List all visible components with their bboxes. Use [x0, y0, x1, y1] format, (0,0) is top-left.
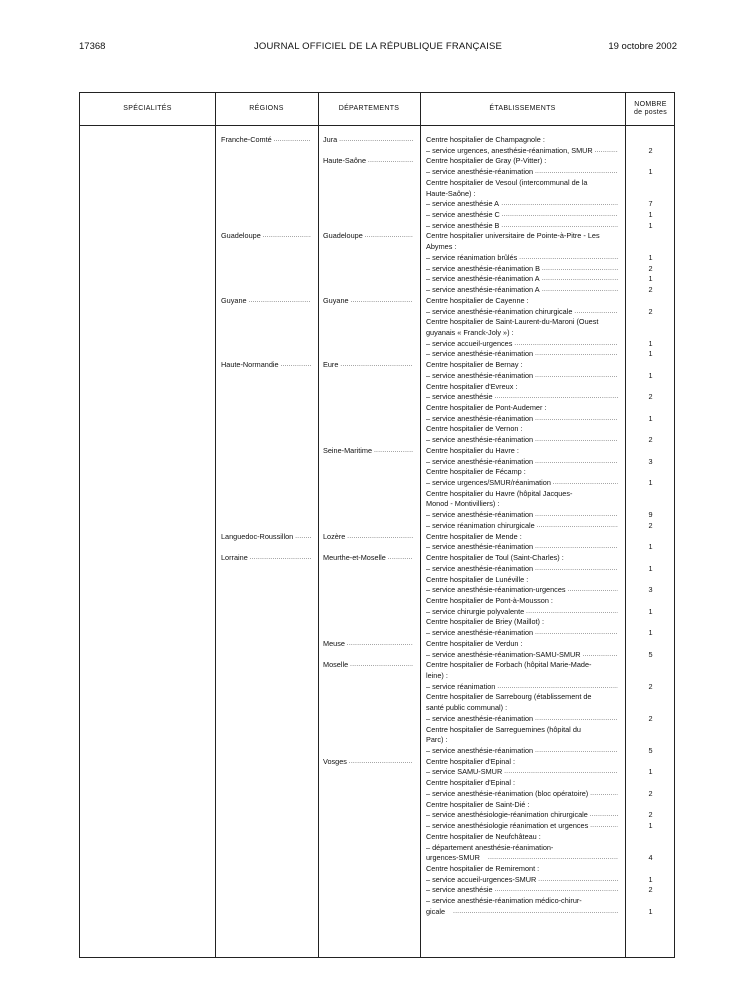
table-row	[80, 714, 676, 724]
nombre-postes-cell: 1	[648, 338, 653, 348]
region-cell: Lorraine	[221, 553, 248, 563]
table-row	[80, 499, 676, 509]
etablissement-cell: Centre hospitalier de Sarreguemines (hôpital du	[426, 724, 581, 734]
departement-cell: Meuse	[323, 638, 345, 648]
dot-leader	[535, 371, 618, 381]
nombre-postes-cell: 1	[648, 821, 653, 831]
dot-leader	[495, 392, 618, 402]
table-row	[80, 403, 676, 413]
dot-leader	[542, 264, 618, 274]
dot-leader	[488, 853, 618, 863]
departement-cell: Vosges	[323, 756, 347, 766]
etablissement-cell: Centre hospitalier de Saint-Dié :	[426, 799, 530, 809]
table-row	[80, 274, 676, 284]
table-row	[80, 628, 676, 638]
table-row	[80, 671, 676, 681]
table-row	[80, 349, 676, 359]
etablissement-cell: urgences-SMUR	[426, 853, 480, 863]
etablissement-cell: Centre hospitalier d'Epinal :	[426, 778, 516, 788]
table-row	[80, 178, 676, 188]
dot-leader	[502, 210, 618, 220]
nombre-postes-cell: 2	[648, 520, 653, 530]
etablissement-cell: Centre hospitalier de Vesoul (intercommunal de la	[426, 177, 588, 187]
etablissement-cell: Centre hospitalier d'Epinal :	[426, 756, 516, 766]
nombre-postes-cell: 7	[648, 199, 653, 209]
table-row	[80, 210, 676, 220]
dot-leader	[535, 542, 618, 552]
etablissement-cell: – service chirurgie polyvalente	[426, 606, 525, 616]
column-header-etablissements: ÉTABLISSEMENTS	[489, 105, 556, 112]
etablissement-cell: Centre hospitalier de Pont-à-Mousson :	[426, 595, 553, 605]
column-header-regions: RÉGIONS	[249, 105, 284, 112]
table-row	[80, 339, 676, 349]
etablissement-cell: Centre hospitalier de Forbach (hôpital Marie-Made-	[426, 660, 592, 670]
nombre-postes-cell: 2	[648, 435, 653, 445]
table-row	[80, 489, 676, 499]
etablissement-cell: – service anesthésie	[426, 392, 493, 402]
dot-leader	[542, 285, 618, 295]
table-row	[80, 564, 676, 574]
nombre-postes-cell: 1	[648, 563, 653, 573]
table-row	[80, 167, 676, 177]
dot-leader	[249, 296, 311, 306]
dot-leader	[339, 135, 413, 145]
etablissement-cell: Centre hospitalier de Neufchâteau :	[426, 831, 541, 841]
etablissement-cell: – service anesthésie-réanimation B	[426, 263, 540, 273]
dot-leader	[526, 607, 618, 617]
dot-leader	[349, 757, 413, 767]
etablissement-cell: Centre hospitalier de Briey (Maillot) :	[426, 617, 545, 627]
departement-cell: Seine-Maritime	[323, 445, 373, 455]
table-row	[80, 135, 676, 145]
dot-leader	[535, 349, 618, 359]
etablissement-cell: Parc) :	[426, 735, 448, 745]
nombre-postes-cell: 1	[648, 906, 653, 916]
table-row	[80, 521, 676, 531]
nombre-postes-cell: 2	[648, 681, 653, 691]
table-row	[80, 467, 676, 477]
etablissement-cell: santé public communal) :	[426, 703, 508, 713]
region-cell: Guadeloupe	[221, 231, 261, 241]
table-row	[80, 885, 676, 895]
etablissement-cell: Centre hospitalier de Champagnole :	[426, 135, 545, 144]
etablissement-cell: – service anesthésie-réanimation médico-chirur-	[426, 896, 582, 906]
table-row	[80, 435, 676, 445]
table-row	[80, 414, 676, 424]
dot-leader	[501, 199, 618, 209]
table-row	[80, 832, 676, 842]
etablissement-cell: – service réanimation chirurgicale	[426, 520, 535, 530]
etablissement-cell: Centre hospitalier de Mende :	[426, 531, 522, 541]
table-row	[80, 575, 676, 585]
nombre-postes-cell: 1	[648, 606, 653, 616]
etablissement-cell: – service anesthésie-réanimation	[426, 435, 534, 445]
table-row	[80, 650, 676, 660]
table-row	[80, 585, 676, 595]
departement-cell: Meurthe-et-Moselle	[323, 553, 386, 563]
table-row	[80, 682, 676, 692]
table-row	[80, 510, 676, 520]
dot-leader	[538, 875, 618, 885]
nombre-postes-cell: 1	[648, 542, 653, 552]
table-row	[80, 617, 676, 627]
page-header	[79, 41, 677, 55]
dot-leader	[340, 360, 413, 370]
table-row	[80, 446, 676, 456]
etablissement-cell: – service anesthésie-réanimation	[426, 456, 534, 466]
etablissement-cell: Centre hospitalier du Havre :	[426, 445, 519, 455]
nombre-postes-cell: 1	[648, 349, 653, 359]
dot-leader	[553, 478, 618, 488]
etablissement-cell: Centre hospitalier de Saint-Laurent-du-Maroni (Ouest	[426, 317, 599, 327]
etablissement-cell: – service anesthésie-réanimation A	[426, 285, 540, 295]
nombre-postes-cell: 3	[648, 456, 653, 466]
dot-leader	[535, 714, 618, 724]
etablissement-cell: – service anesthésie-réanimation A	[426, 274, 540, 284]
etablissement-cell: – service anesthésie-réanimation	[426, 413, 534, 423]
nombre-postes-cell: 9	[648, 510, 653, 520]
etablissement-cell: – service anesthésiologie réanimation et urgences	[426, 821, 589, 831]
etablissement-cell: – service anesthésie-réanimation	[426, 628, 534, 638]
etablissement-cell: – service anesthésie-réanimation	[426, 563, 534, 573]
table-row	[80, 392, 676, 402]
etablissement-cell: – service urgences/SMUR/réanimation	[426, 478, 551, 488]
column-header-departements: DÉPARTEMENTS	[338, 105, 400, 112]
table-row	[80, 532, 676, 542]
table-row	[80, 810, 676, 820]
etablissement-cell: Centre hospitalier universitaire de Pointe-à-Pitre - Les	[426, 231, 600, 241]
table-row	[80, 778, 676, 788]
column-header-specialites: SPÉCIALITÉS	[123, 105, 172, 112]
table-row	[80, 875, 676, 885]
nombre-postes-cell: 2	[648, 145, 653, 155]
table-row	[80, 264, 676, 274]
table-row	[80, 242, 676, 252]
etablissement-cell: Monod - Montivilliers) :	[426, 499, 500, 509]
table-row	[80, 660, 676, 670]
nombre-postes-cell: 1	[648, 767, 653, 777]
nombre-postes-cell: 1	[648, 220, 653, 230]
dot-leader	[535, 746, 618, 756]
dot-leader	[263, 231, 311, 241]
dot-leader	[347, 639, 413, 649]
nombre-postes-cell: 3	[648, 585, 653, 595]
etablissement-cell: – service anesthésie B	[426, 220, 500, 230]
nombre-postes-cell: 2	[648, 392, 653, 402]
table-row	[80, 156, 676, 166]
nombre-postes-cell: 2	[648, 713, 653, 723]
dot-leader	[535, 414, 618, 424]
dot-leader	[535, 167, 618, 177]
table-row	[80, 371, 676, 381]
nombre-postes-cell: 5	[648, 649, 653, 659]
table-row	[80, 199, 676, 209]
dot-leader	[501, 221, 618, 231]
table-row	[80, 896, 676, 906]
etablissement-cell: – service anesthésie-réanimation	[426, 746, 534, 756]
etablissement-cell: – service anesthésie-réanimation-urgences	[426, 585, 566, 595]
etablissement-cell: Centre hospitalier de Bernay :	[426, 360, 523, 370]
page-number: 17368	[79, 41, 106, 52]
dot-leader	[583, 650, 618, 660]
dot-leader	[495, 885, 618, 895]
nombre-postes-cell: 1	[648, 274, 653, 284]
dot-leader	[519, 253, 618, 263]
etablissement-cell: – service anesthésie-réanimation	[426, 370, 534, 380]
dot-leader	[595, 146, 618, 156]
journal-title: JOURNAL OFFICIEL DE LA RÉPUBLIQUE FRANÇAISE	[253, 41, 503, 52]
table-row	[80, 307, 676, 317]
dot-leader	[388, 553, 413, 563]
etablissement-cell: leine) :	[426, 671, 448, 680]
etablissement-cell: – service anesthésie-réanimation (bloc opératoire)	[426, 788, 589, 798]
etablissement-cell: Centre hospitalier du Havre (hôpital Jacques-	[426, 488, 573, 498]
dot-leader	[535, 435, 618, 445]
table-row	[80, 800, 676, 810]
etablissement-cell: Centre hospitalier d'Evreux :	[426, 381, 518, 391]
etablissement-cell: Abymes :	[426, 242, 457, 252]
etablissement-cell: – service urgences, anesthésie-réanimation, SMUR	[426, 145, 593, 155]
dot-leader	[351, 296, 413, 306]
dot-leader	[281, 360, 311, 370]
departement-cell: Lozère	[323, 531, 346, 541]
column-header-nombre-postes: NOMBRE de postes	[633, 101, 668, 116]
etablissement-cell: – service anesthésie-réanimation	[426, 349, 534, 359]
dot-leader	[535, 457, 618, 467]
region-cell: Guyane	[221, 295, 247, 305]
nombre-postes-cell: 5	[648, 746, 653, 756]
region-cell: Haute-Normandie	[221, 360, 279, 370]
nombre-postes-cell: 1	[648, 252, 653, 262]
etablissement-cell: – département anesthésie-réanimation-	[426, 842, 554, 852]
etablissement-cell: – service accueil-urgences-SMUR	[426, 874, 537, 884]
table-row	[80, 317, 676, 327]
dot-leader	[365, 231, 413, 241]
table-row	[80, 639, 676, 649]
table-row	[80, 189, 676, 199]
table-row	[80, 424, 676, 434]
etablissement-cell: Centre hospitalier de Vernon :	[426, 424, 523, 434]
table-row	[80, 864, 676, 874]
etablissement-cell: – service anesthésie-réanimation	[426, 510, 534, 520]
table-row	[80, 725, 676, 735]
nombre-postes-cell: 1	[648, 478, 653, 488]
etablissement-cell: guyanais « Franck-Joly ») :	[426, 327, 514, 337]
nombre-postes-cell: 1	[648, 413, 653, 423]
dot-leader	[574, 307, 618, 317]
etablissement-cell: – service réanimation	[426, 681, 496, 691]
table-row	[80, 328, 676, 338]
dot-leader	[535, 510, 618, 520]
dot-leader	[374, 446, 413, 456]
etablissement-cell: – service anesthésie-réanimation chirurgicale	[426, 306, 573, 316]
etablissement-cell: Centre hospitalier de Fécamp :	[426, 467, 526, 477]
table-row	[80, 285, 676, 295]
dot-leader	[497, 682, 618, 692]
departement-cell: Eure	[323, 360, 339, 370]
nombre-postes-cell: 2	[648, 285, 653, 295]
table-row	[80, 457, 676, 467]
nombre-postes-cell: 2	[648, 306, 653, 316]
region-cell: Languedoc-Roussillon	[221, 531, 294, 541]
etablissement-cell: Centre hospitalier de Verdun :	[426, 638, 523, 648]
nombre-postes-cell: 2	[648, 810, 653, 820]
nombre-postes-cell: 1	[648, 874, 653, 884]
dot-leader	[347, 532, 413, 542]
etablissement-cell: – service anesthésie C	[426, 210, 500, 220]
table-row	[80, 542, 676, 552]
departement-cell: Guadeloupe	[323, 231, 363, 241]
etablissement-cell: – service anesthésie-réanimation-SAMU-SMUR	[426, 649, 581, 659]
etablissement-cell: – service anesthésiologie-réanimation chirurgicale	[426, 810, 588, 820]
header-divider	[80, 125, 674, 126]
nombre-postes-cell: 2	[648, 263, 653, 273]
publication-date: 19 octobre 2002	[608, 41, 677, 52]
table-row	[80, 853, 676, 863]
nombre-postes-cell: 1	[648, 167, 653, 177]
dot-leader	[274, 135, 311, 145]
etablissement-cell: Centre hospitalier de Cayenne :	[426, 295, 529, 305]
etablissement-cell: – service anesthésie A	[426, 199, 500, 209]
dot-leader	[537, 521, 618, 531]
dot-leader	[350, 660, 413, 670]
etablissement-cell: Centre hospitalier de Pont-Audemer :	[426, 403, 547, 412]
table-row	[80, 746, 676, 756]
table-row	[80, 382, 676, 392]
postes-table	[79, 92, 675, 958]
table-row	[80, 553, 676, 563]
table-row	[80, 692, 676, 702]
table-row	[80, 703, 676, 713]
etablissement-cell: – service réanimation brûlés	[426, 252, 518, 262]
table-row	[80, 767, 676, 777]
table-row	[80, 253, 676, 263]
etablissement-cell: – service SAMU-SMUR	[426, 767, 503, 777]
dot-leader	[250, 553, 311, 563]
etablissement-cell: – service anesthésie-réanimation	[426, 167, 534, 177]
departement-cell: Haute-Saône	[323, 156, 367, 166]
etablissement-cell: Centre hospitalier de Lunéville :	[426, 574, 529, 584]
dot-leader	[590, 810, 618, 820]
table-row	[80, 296, 676, 306]
table-row	[80, 596, 676, 606]
table-row	[80, 478, 676, 488]
departement-cell: Jura	[323, 135, 338, 144]
nombre-postes-cell: 2	[648, 788, 653, 798]
nombre-postes-cell: 1	[648, 628, 653, 638]
etablissement-cell: Centre hospitalier de Sarrebourg (établissement de	[426, 692, 592, 702]
dot-leader	[535, 564, 618, 574]
etablissement-cell: Centre hospitalier de Gray (P-Vitter) :	[426, 156, 547, 166]
departement-cell: Moselle	[323, 660, 349, 670]
dot-leader	[568, 585, 618, 595]
table-row	[80, 843, 676, 853]
dot-leader	[535, 628, 618, 638]
table-row	[80, 757, 676, 767]
nombre-postes-cell: 1	[648, 210, 653, 220]
nombre-postes-cell: 1	[648, 370, 653, 380]
table-row	[80, 821, 676, 831]
table-row	[80, 789, 676, 799]
dot-leader	[504, 767, 618, 777]
etablissement-cell: – service accueil-urgences	[426, 338, 513, 348]
dot-leader	[453, 907, 618, 917]
departement-cell: Guyane	[323, 295, 349, 305]
nombre-postes-cell: 2	[648, 885, 653, 895]
etablissement-cell: Centre hospitalier de Remiremont :	[426, 863, 540, 873]
nombre-postes-cell: 4	[648, 853, 653, 863]
etablissement-cell: – service anesthésie-réanimation	[426, 713, 534, 723]
table-row	[80, 221, 676, 231]
dot-leader	[368, 156, 413, 166]
etablissement-cell: – service anesthésie-réanimation	[426, 542, 534, 552]
table-row	[80, 735, 676, 745]
dot-leader	[295, 532, 311, 542]
dot-leader	[590, 821, 618, 831]
table-row	[80, 360, 676, 370]
etablissement-cell: Haute-Saône) :	[426, 188, 476, 198]
etablissement-cell: – service anesthésie	[426, 885, 493, 895]
table-row	[80, 907, 676, 917]
table-row	[80, 146, 676, 156]
etablissement-cell: gicale	[426, 906, 446, 916]
table-row	[80, 231, 676, 241]
region-cell: Franche-Comté	[221, 135, 272, 144]
dot-leader	[590, 789, 618, 799]
dot-leader	[542, 274, 618, 284]
table-row	[80, 607, 676, 617]
etablissement-cell: Centre hospitalier de Toul (Saint-Charles) :	[426, 553, 564, 563]
dot-leader	[514, 339, 618, 349]
